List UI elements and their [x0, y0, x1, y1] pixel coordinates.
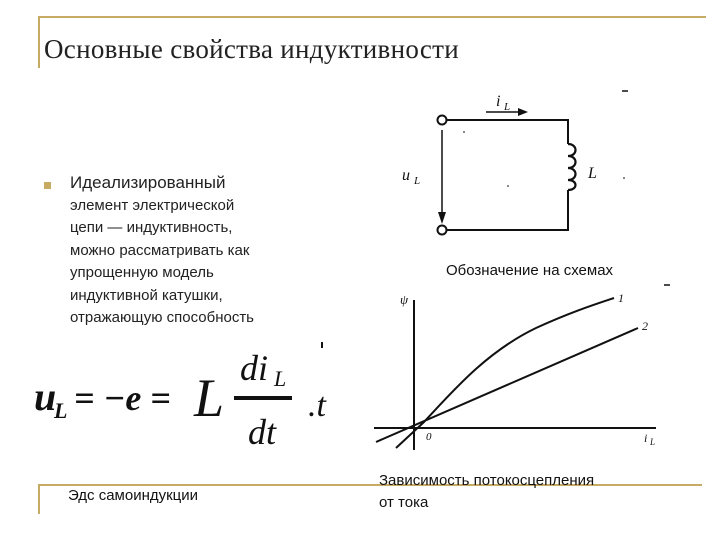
frame-left-line	[38, 16, 40, 68]
bullet-line: элемент электрической	[70, 196, 235, 214]
terminal-bottom	[438, 226, 447, 235]
voltage-arrowhead	[438, 212, 446, 224]
formula-numerator: di	[240, 348, 269, 388]
formula-coef: L	[194, 368, 225, 428]
formula-numerator-sub: L	[274, 366, 287, 391]
caption-emf: Эдс самоиндукции	[68, 487, 199, 504]
inductor-coil	[568, 144, 576, 190]
slide-title: Основные свойства индуктивности	[44, 34, 459, 64]
formula-denominator: dt	[248, 412, 277, 452]
bullet-line: можно рассматривать как	[70, 241, 250, 259]
bullet-line: индуктивной катушки,	[70, 286, 223, 304]
frame-bottom-line	[38, 484, 702, 486]
circuit-current-label: i	[496, 93, 501, 110]
caption-dependence-line: Зависимость потокосцепления	[379, 472, 595, 489]
origin-label: 0	[426, 431, 432, 443]
x-axis-label-sub: L	[650, 437, 656, 447]
formula-lhs: u	[34, 374, 57, 419]
caption-symbol: Обозначение на схемах	[446, 262, 614, 279]
circuit-current-sub: L	[504, 101, 511, 113]
bullet-line: цепи — индуктивность,	[70, 219, 233, 236]
bullet-line: упрощенную модель	[70, 264, 214, 281]
bullet-line: Идеализированный	[70, 173, 226, 192]
formula-lhs-sub: L	[54, 398, 68, 423]
wire-bottom	[447, 190, 568, 230]
terminal-top	[438, 116, 447, 125]
flux-current-graph	[366, 282, 686, 464]
y-axis-label: ψ	[400, 292, 409, 307]
current-arrowhead-top	[518, 108, 528, 116]
inductor-circuit-diagram	[396, 86, 646, 246]
curve-2-label: 2	[642, 319, 648, 333]
curve-1-label: 1	[618, 291, 624, 305]
formula-eq: = −e =	[74, 378, 171, 418]
scan-speck	[463, 131, 465, 133]
caption-dependence	[379, 470, 594, 514]
bullet-paragraph	[70, 172, 340, 330]
scan-speck	[623, 177, 625, 179]
circuit-voltage-label: u	[402, 167, 410, 184]
self-induction-formula	[34, 340, 334, 466]
frame-bottom-tick	[38, 484, 40, 514]
frame-top-line	[38, 16, 706, 18]
circuit-voltage-sub: L	[414, 175, 421, 187]
circuit-inductor-label: L	[588, 165, 597, 182]
curve-1	[396, 298, 614, 448]
wire-top	[447, 120, 568, 144]
x-axis-label: i	[644, 431, 648, 445]
formula-tail: .t	[308, 387, 326, 424]
bullet-line: отражающую способность	[70, 309, 254, 326]
caption-dependence-line: от тока	[379, 494, 429, 511]
bullet-square-icon	[44, 182, 51, 189]
scan-speck	[507, 185, 509, 187]
